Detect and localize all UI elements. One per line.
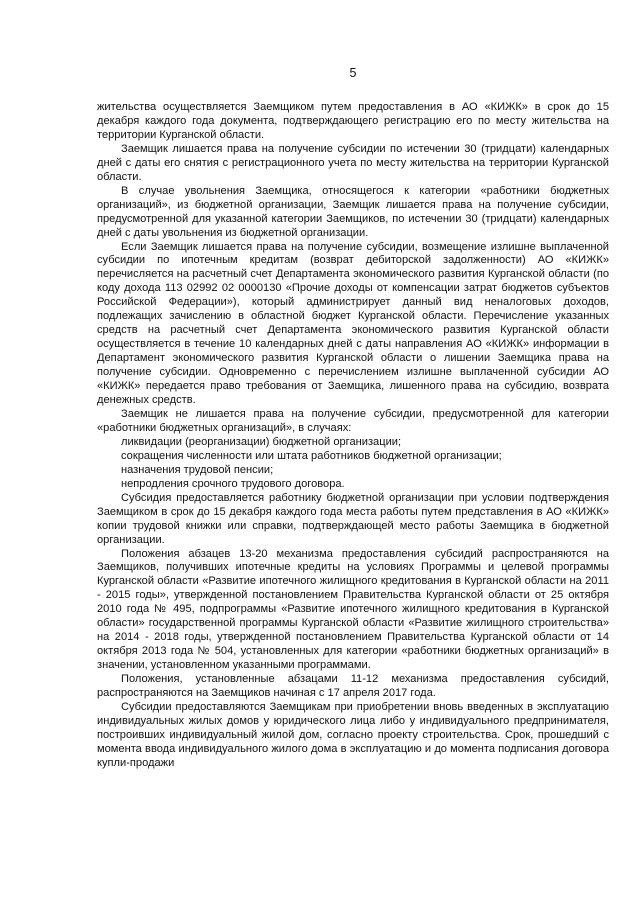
document-body xyxy=(97,101,609,771)
list-item-contract: непродления срочного трудового договора. xyxy=(121,477,345,490)
paragraph-employment-confirmation: Субсидия предоставляется работнику бюджетной организации при условии подтверждения Заемщиком в срок до 15 декабря каждого года места работы путем представления в АО «КИЖК» копии трудовой книжки или справки, подтверждающей место работы Заемщика в бюджетной организации. xyxy=(97,491,609,546)
list-item-pension: назначения трудовой пенсии; xyxy=(121,463,274,476)
paragraph-refund: Если Заемщик лишается права на получение субсидии, возмещение излишне выплаченной субсидии по ипотечным кредитам (возврат дебиторской задолженности) АО «КИЖК» перечисляется на расчетный счет Департамента экономического развития Курганской области (по коду дохода 113 02992 02 0000130 «Прочие доходы от компенсации затрат бюджетов субъектов Российской Федерации»), который администрирует данный вид неналоговых доходов, подлежащих зачислению в областной бюджет Курганской области. Перечисление указанных средств на расчетный счет Департамента экономического развития Курганской области осуществляется в течение 10 календарных дней с даты направления АО «КИЖК» информации в Департамент экономического развития Курганской области о лишении Заемщика права на получение субсидии. Одновременно с перечислением излишне выплаченной субсидии АО «КИЖК» передается право требования от Заемщика, лишенного права на субсидию, возврата денежных средств. xyxy=(97,240,609,407)
paragraph-program-scope: Положения абзацев 13-20 механизма предоставления субсидий распространяются на Заемщиков, получивших ипотечные кредиты на условиях Программы и целевой программы Курганской области «Развитие ипотечного жилищного кредитования в Курганской области на 2011 - 2015 годы», утвержденной постановлением Правительства Курганской области от 25 октября 2010 года № 495, подпрограммы «Развитие ипотечного жилищного кредитования в Курганской области» государственной программы Курганской области «Развитие жилищного строительства» на 2014 - 2018 годы, утвержденной постановлением Правительства Курганской области от 14 октября 2013 года № 504, установленных для категории «работники бюджетных организаций» в значении, установленном указанными программами. xyxy=(97,547,609,672)
paragraph-exceptions-intro: Заемщик не лишается права на получение субсидии, предусмотренной для категории «работники бюджетных организаций», в случаях: xyxy=(97,407,609,434)
list-item-staff-reduction: сокращения численности или штата работников бюджетной организации; xyxy=(121,449,502,462)
paragraph-residence-confirmation: жительства осуществляется Заемщиком путем предоставления в АО «КИЖК» в срок до 15 декабря каждого года документа, подтверждающего регистрацию его по месту жительства на территории Курганской области. xyxy=(97,101,609,141)
page-number: 5 xyxy=(349,66,357,80)
paragraph-effective-date: Положения, установленные абзацами 11-12 механизма предоставления субсидий, распространяются на Заемщиков начиная с 17 апреля 2017 года. xyxy=(97,673,609,700)
paragraph-dismissal: В случае увольнения Заемщика, относящегося к категории «работники бюджетных организаций», из бюджетной организации, Заемщик лишается права на получение субсидии, предусмотренной для указанной категории Заемщиков, по истечении 30 (тридцати) календарных дней с даты увольнения из бюджетной организации. xyxy=(97,184,609,239)
list-item-liquidation: ликвидации (реорганизации) бюджетной организации; xyxy=(121,435,402,448)
paragraph-deregistration: Заемщик лишается права на получение субсидии по истечении 30 (тридцати) календарных дней с даты его снятия с регистрационного учета по месту жительства на территории Курганской области. xyxy=(97,142,609,183)
paragraph-new-houses: Субсидии предоставляются Заемщикам при приобретении вновь введенных в эксплуатацию индивидуальных жилых домов у юридического лица либо у индивидуального предпринимателя, построивших индивидуальный жилой дом, согласно проекту строительства. Срок, прошедший с момента ввода индивидуального жилого дома в эксплуатацию и до момента подписания договора купли-продажи xyxy=(97,700,609,769)
